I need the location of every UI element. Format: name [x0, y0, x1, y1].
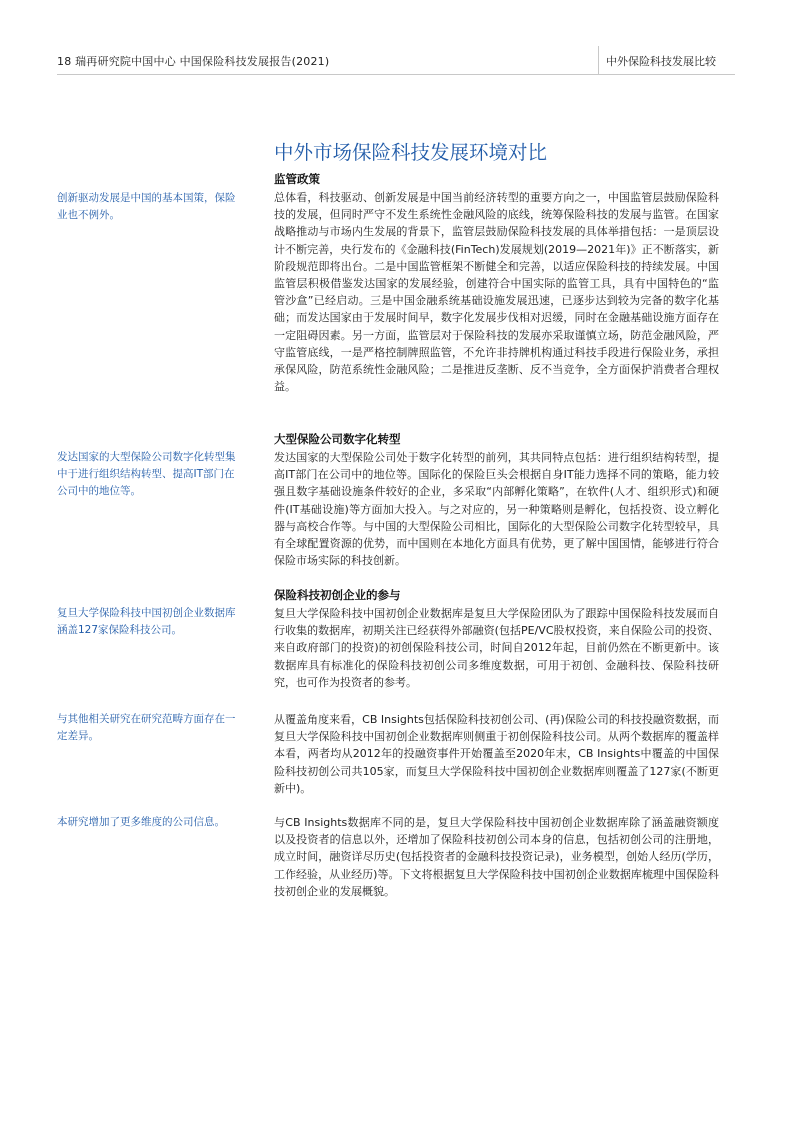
side-note-dimensions: 本研究增加了更多维度的公司信息。 — [57, 816, 225, 828]
side-note-digital-transformation: 发达国家的大型保险公司数字化转型集中于进行组织结构转型、提高IT部门在公司中的地位等。 — [57, 451, 236, 497]
running-header-left: 18 瑞再研究院中国中心 中国保险科技发展报告(2021) — [57, 55, 330, 68]
running-header-right: 中外保险科技发展比较 — [606, 55, 716, 68]
header-divider — [598, 46, 599, 74]
section-body: 与CB Insights数据库不同的是，复旦大学保险科技中国初创企业数据库除了涵盖融资额度以及投资者的信息以外，还增加了保险科技初创公司本身的信息，包括初创公司的注册地，成立时间，融资详尽历史(包括投资者的金融科技投资记录)，业务模型，创始人经历(学历，工作经验，从业经历)等。下文将根据复旦大学保险科技中国初创企业数据库梳理中国保险科技初创企业的发展概貌。 — [274, 816, 719, 898]
side-note-scope: 与其他相关研究在研究范畴方面存在一定差异。 — [57, 713, 236, 742]
section-startups — [274, 587, 719, 691]
section-heading: 大型保险公司数字化转型 — [274, 432, 401, 446]
section-regulation — [274, 171, 719, 395]
section-body: 发达国家的大型保险公司处于数字化转型的前列，其共同特点包括：进行组织结构转型，提高IT部门在公司中的地位等。国际化的保险巨头会根据自身IT能力选择不同的策略，能力较强且数字基础设施条件较好的企业，多采取“内部孵化策略”，在软件(人才、组织形式)和硬件(IT基础设施)等方面加大投入。与之对应的，另一种策略则是孵化，包括投资、设立孵化器与高校合作等。与中国的大型保险公司相比，国际化的大型保险公司数字化转型较早，具有全球配置资源的优势，而中国则在本地化方面具有优势，更了解中国国情，能够进行符合保险市场实际的科技创新。 — [274, 451, 719, 568]
section-dimensions — [274, 814, 719, 900]
header-rule — [57, 74, 735, 75]
section-body: 复旦大学保险科技中国初创企业数据库是复旦大学保险团队为了跟踪中国保险科技发展而自行收集的数据库，初期关注已经获得外部融资(包括PE/VC股权投资，来自保险公司的投资、来自政府部门的投资)的初创保险科技公司，时间自2012年起，目前仍然在不断更新中。该数据库具有标准化的保险科技初创公司多维度数据，可用于初创、金融科技、保险科技研究，也可作为投资者的参考。 — [274, 607, 719, 689]
section-digital-transformation — [274, 431, 719, 569]
section-body: 总体看，科技驱动、创新发展是中国当前经济转型的重要方向之一，中国监管层鼓励保险科技的发展，但同时严守不发生系统性金融风险的底线，统筹保险科技的发展与监管。在国家战略推动与市场内生发展的背景下，监管层鼓励保险科技发展的具体举措包括：一是顶层设计不断完善，央行发布的《金融科技(FinTech)发展规划(2019—2021年)》正不断落实，新阶段规范即将出台。二是中国监管框架不断健全和完善，以适应保险科技的持续发展。中国监管层积极借鉴发达国家的发展经验，创建符合中国实际的监管工具，具有中国特色的“监管沙盒”已经启动。三是中国金融系统基础设施发展迅速，已逐步达到较为完备的数字化基础；而发达国家由于发展时间早，数字化发展步伐相对迟缓，同时在金融基础设施方面存在一定阻碍因素。另一方面，监管层对于保险科技的发展亦采取谨慎立场，防范金融风险，严守监管底线，一是严格控制牌照监管，不允许非持牌机构通过科技手段进行保险业务，承担承保风险，防范系统性金融风险；二是推进反垄断、反不当竞争，全方面保护消费者合理权益。 — [274, 191, 719, 394]
section-scope — [274, 711, 719, 797]
page-title: 中外市场保险科技发展环境对比 — [274, 141, 548, 164]
section-heading: 监管政策 — [274, 172, 320, 186]
section-body: 从覆盖角度来看，CB Insights包括保险科技初创公司、(再)保险公司的科技投融资数据，而复旦大学保险科技中国初创企业数据库则侧重于初创保险科技公司。从两个数据库的覆盖样本看，两者均从2012年的投融资事件开始覆盖至2020年末，CB Insights中覆盖的中国保险科技初创公司共105家，而复旦大学保险科技中国初创企业数据库则覆盖了127家(不断更新中)。 — [274, 713, 719, 795]
section-heading: 保险科技初创企业的参与 — [274, 588, 401, 602]
side-note-regulation: 创新驱动发展是中国的基本国策，保险业也不例外。 — [57, 192, 236, 221]
side-note-startups: 复旦大学保险科技中国初创企业数据库涵盖127家保险科技公司。 — [57, 607, 236, 636]
